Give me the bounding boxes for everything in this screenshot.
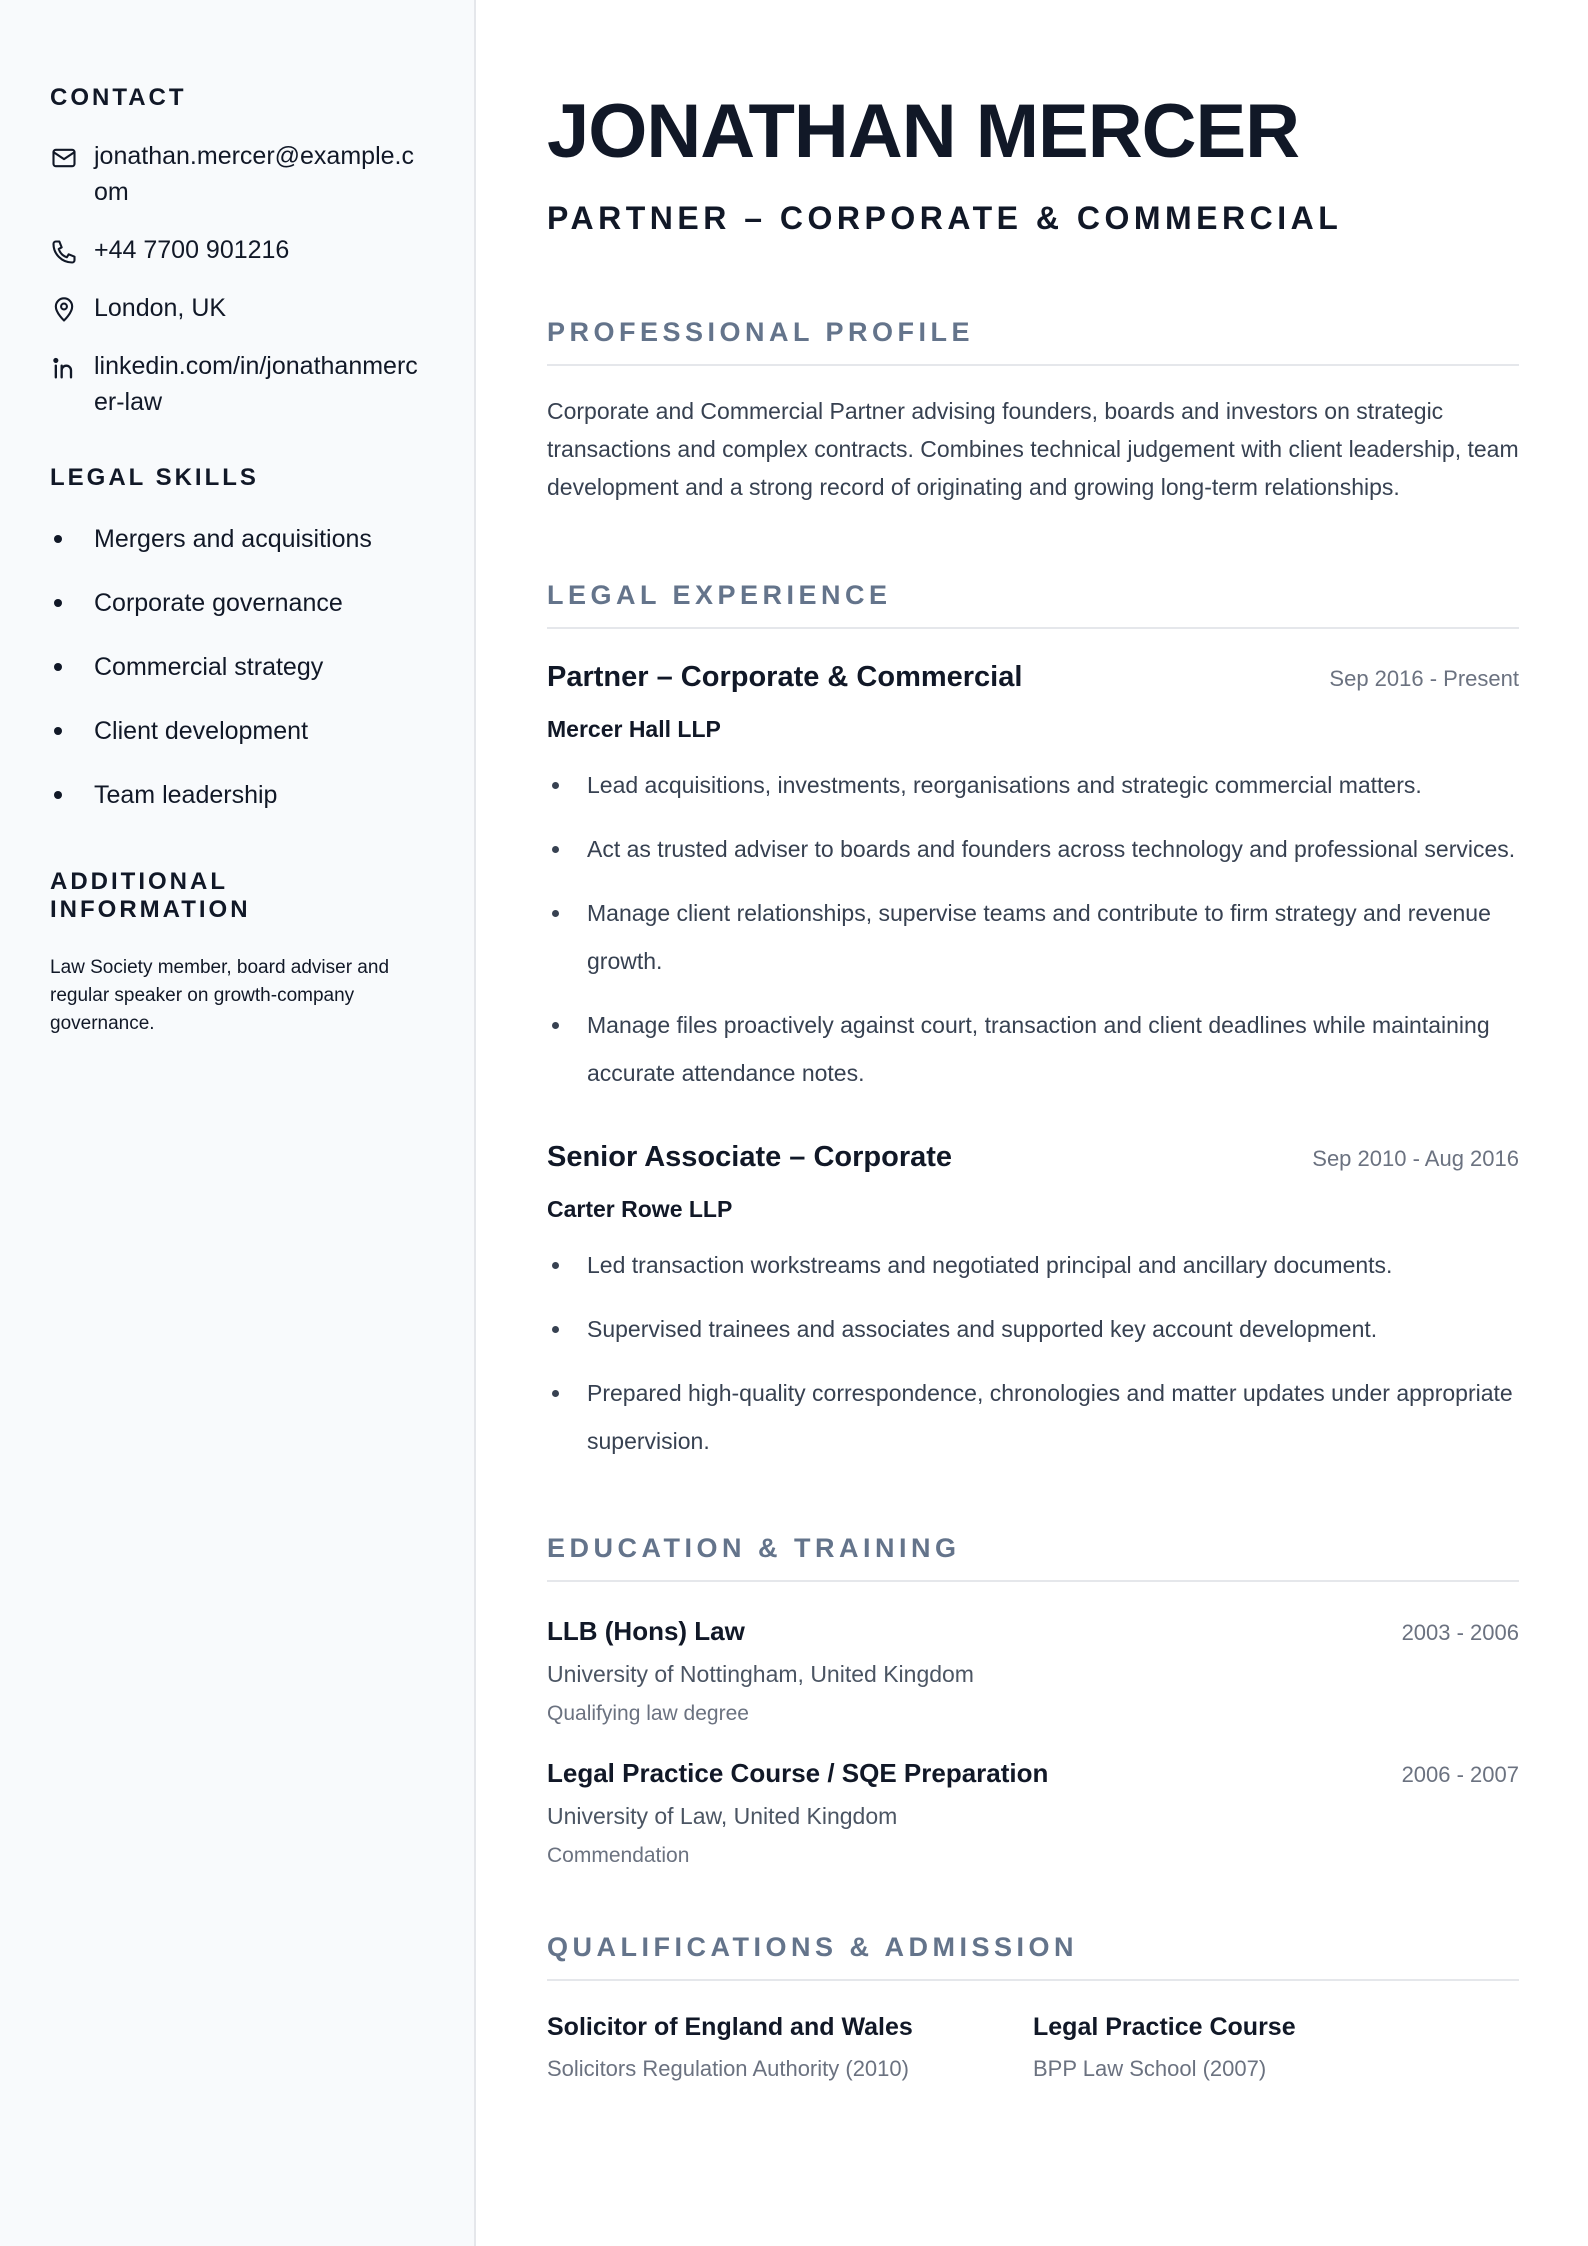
- experience-section: [547, 580, 1519, 1465]
- job-entry: [547, 1141, 1519, 1465]
- skill-label: Client development: [94, 717, 309, 745]
- qualification-item: [547, 2013, 1033, 2082]
- education-header: [547, 1758, 1519, 1789]
- skill-label: Corporate governance: [94, 589, 343, 617]
- skill-label: Mergers and acquisitions: [94, 525, 372, 553]
- education-title: LLB (Hons) Law: [547, 1616, 745, 1646]
- contact-heading: CONTACT: [50, 84, 187, 111]
- contact-email[interactable]: [50, 138, 424, 210]
- main-content: [547, 0, 1519, 2082]
- bullet-dot: [54, 791, 62, 799]
- qualification-issuer: Solicitors Regulation Authority (2010): [547, 2056, 909, 2081]
- education-dates: 2006 - 2007: [1401, 1762, 1519, 1787]
- bullet-dot: [552, 782, 559, 789]
- education-note: Commendation: [547, 1844, 690, 1867]
- bullet-dot: [54, 535, 62, 543]
- skill-item: [50, 778, 424, 812]
- additional-info-heading: ADDITIONAL INFORMATION: [50, 868, 251, 923]
- job-bullet: [547, 825, 1519, 873]
- linkedin-text[interactable]: linkedin.com/in/jonathanmercer-law: [94, 352, 418, 416]
- job-bullet: [547, 1369, 1519, 1465]
- contact-list: [50, 138, 424, 420]
- bullet-dot: [54, 663, 62, 671]
- contact-location: [50, 290, 424, 326]
- skill-item: [50, 586, 424, 620]
- job-bullets: [547, 1241, 1519, 1465]
- job-bullet: [547, 1305, 1519, 1353]
- job-entry: [547, 661, 1519, 1097]
- skill-item: [50, 522, 424, 556]
- bullet-dot: [54, 727, 62, 735]
- bullet-text: Manage client relationships, supervise teams and contribute to firm strategy and revenue growth.: [587, 900, 1491, 974]
- job-header: [547, 661, 1519, 694]
- phone-text[interactable]: +44 7700 901216: [94, 236, 290, 264]
- qualifications-grid: [547, 2013, 1519, 2082]
- bullet-text: Manage files proactively against court, transaction and client deadlines while maintaining accurate attendance notes.: [587, 1012, 1490, 1086]
- skill-item: [50, 650, 424, 684]
- qualifications-section: [547, 1932, 1519, 2082]
- education-title: Legal Practice Course / SQE Preparation: [547, 1758, 1049, 1788]
- contact-phone[interactable]: [50, 232, 424, 268]
- profile-text: Corporate and Commercial Partner advising founders, boards and investors on strategic transactions and complex contracts. Combines technical judgement with client leadership, team development and a strong record of originating and growing long-term relationships.: [547, 398, 1519, 500]
- bullet-dot: [552, 1390, 559, 1397]
- bullet-dot: [552, 1262, 559, 1269]
- skill-item: [50, 714, 424, 748]
- job-dates: Sep 2010 - Aug 2016: [1312, 1146, 1519, 1171]
- bullet-text: Led transaction workstreams and negotiated principal and ancillary documents.: [587, 1252, 1393, 1278]
- job-title: Partner – Corporate & Commercial: [547, 661, 1023, 693]
- skills-heading: LEGAL SKILLS: [50, 464, 259, 491]
- education-section: [547, 1533, 1519, 1868]
- job-bullets: [547, 761, 1519, 1097]
- bullet-dot: [552, 1326, 559, 1333]
- education-header: [547, 1616, 1519, 1647]
- linkedin-icon: [50, 348, 94, 382]
- sidebar: [0, 0, 476, 2246]
- phone-icon: [50, 232, 94, 266]
- education-institution: University of Law, United Kingdom: [547, 1803, 898, 1829]
- map-pin-icon: [50, 290, 94, 324]
- job-bullet: [547, 1241, 1519, 1289]
- email-text[interactable]: jonathan.mercer@example.com: [94, 142, 414, 206]
- qualification-item: [1033, 2013, 1519, 2082]
- education-note: Qualifying law degree: [547, 1702, 749, 1725]
- job-bullet: [547, 889, 1519, 985]
- profile-heading: PROFESSIONAL PROFILE: [547, 317, 1519, 366]
- skill-label: Commercial strategy: [94, 653, 324, 681]
- bullet-dot: [552, 1022, 559, 1029]
- qualifications-heading: QUALIFICATIONS & ADMISSION: [547, 1932, 1519, 1981]
- job-company: Mercer Hall LLP: [547, 716, 721, 742]
- mail-icon: [50, 138, 94, 172]
- bullet-text: Prepared high-quality correspondence, chronologies and matter updates under appropriate supervision.: [587, 1380, 1513, 1454]
- qualification-title: Solicitor of England and Wales: [547, 2013, 913, 2041]
- bullet-dot: [552, 910, 559, 917]
- education-institution: University of Nottingham, United Kingdom: [547, 1661, 974, 1687]
- job-title: Senior Associate – Corporate: [547, 1141, 953, 1173]
- skills-list: [50, 522, 424, 812]
- job-header: [547, 1141, 1519, 1174]
- location-text: London, UK: [94, 294, 227, 322]
- qualification-issuer: BPP Law School (2007): [1033, 2056, 1267, 2081]
- education-heading: EDUCATION & TRAINING: [547, 1533, 1519, 1582]
- bullet-dot: [54, 599, 62, 607]
- additional-info-text: Law Society member, board adviser and regular speaker on growth-company governance.: [50, 957, 390, 1034]
- candidate-name: JONATHAN MERCER: [547, 89, 1300, 174]
- education-dates: 2003 - 2006: [1401, 1620, 1519, 1645]
- job-bullet: [547, 1001, 1519, 1097]
- job-dates: Sep 2016 - Present: [1329, 666, 1519, 691]
- bullet-text: Lead acquisitions, investments, reorganisations and strategic commercial matters.: [587, 772, 1422, 798]
- profile-section: [547, 317, 1519, 506]
- candidate-role: PARTNER – CORPORATE & COMMERCIAL: [547, 200, 1343, 236]
- bullet-dot: [552, 846, 559, 853]
- education-entry: [547, 1758, 1519, 1868]
- experience-heading: LEGAL EXPERIENCE: [547, 580, 1519, 629]
- bullet-text: Act as trusted adviser to boards and founders across technology and professional services.: [587, 836, 1516, 862]
- education-entry: [547, 1616, 1519, 1726]
- skill-label: Team leadership: [94, 781, 278, 809]
- bullet-text: Supervised trainees and associates and supported key account development.: [587, 1316, 1378, 1342]
- job-bullet: [547, 761, 1519, 809]
- job-company: Carter Rowe LLP: [547, 1196, 733, 1222]
- contact-linkedin[interactable]: [50, 348, 424, 420]
- qualification-title: Legal Practice Course: [1033, 2013, 1296, 2041]
